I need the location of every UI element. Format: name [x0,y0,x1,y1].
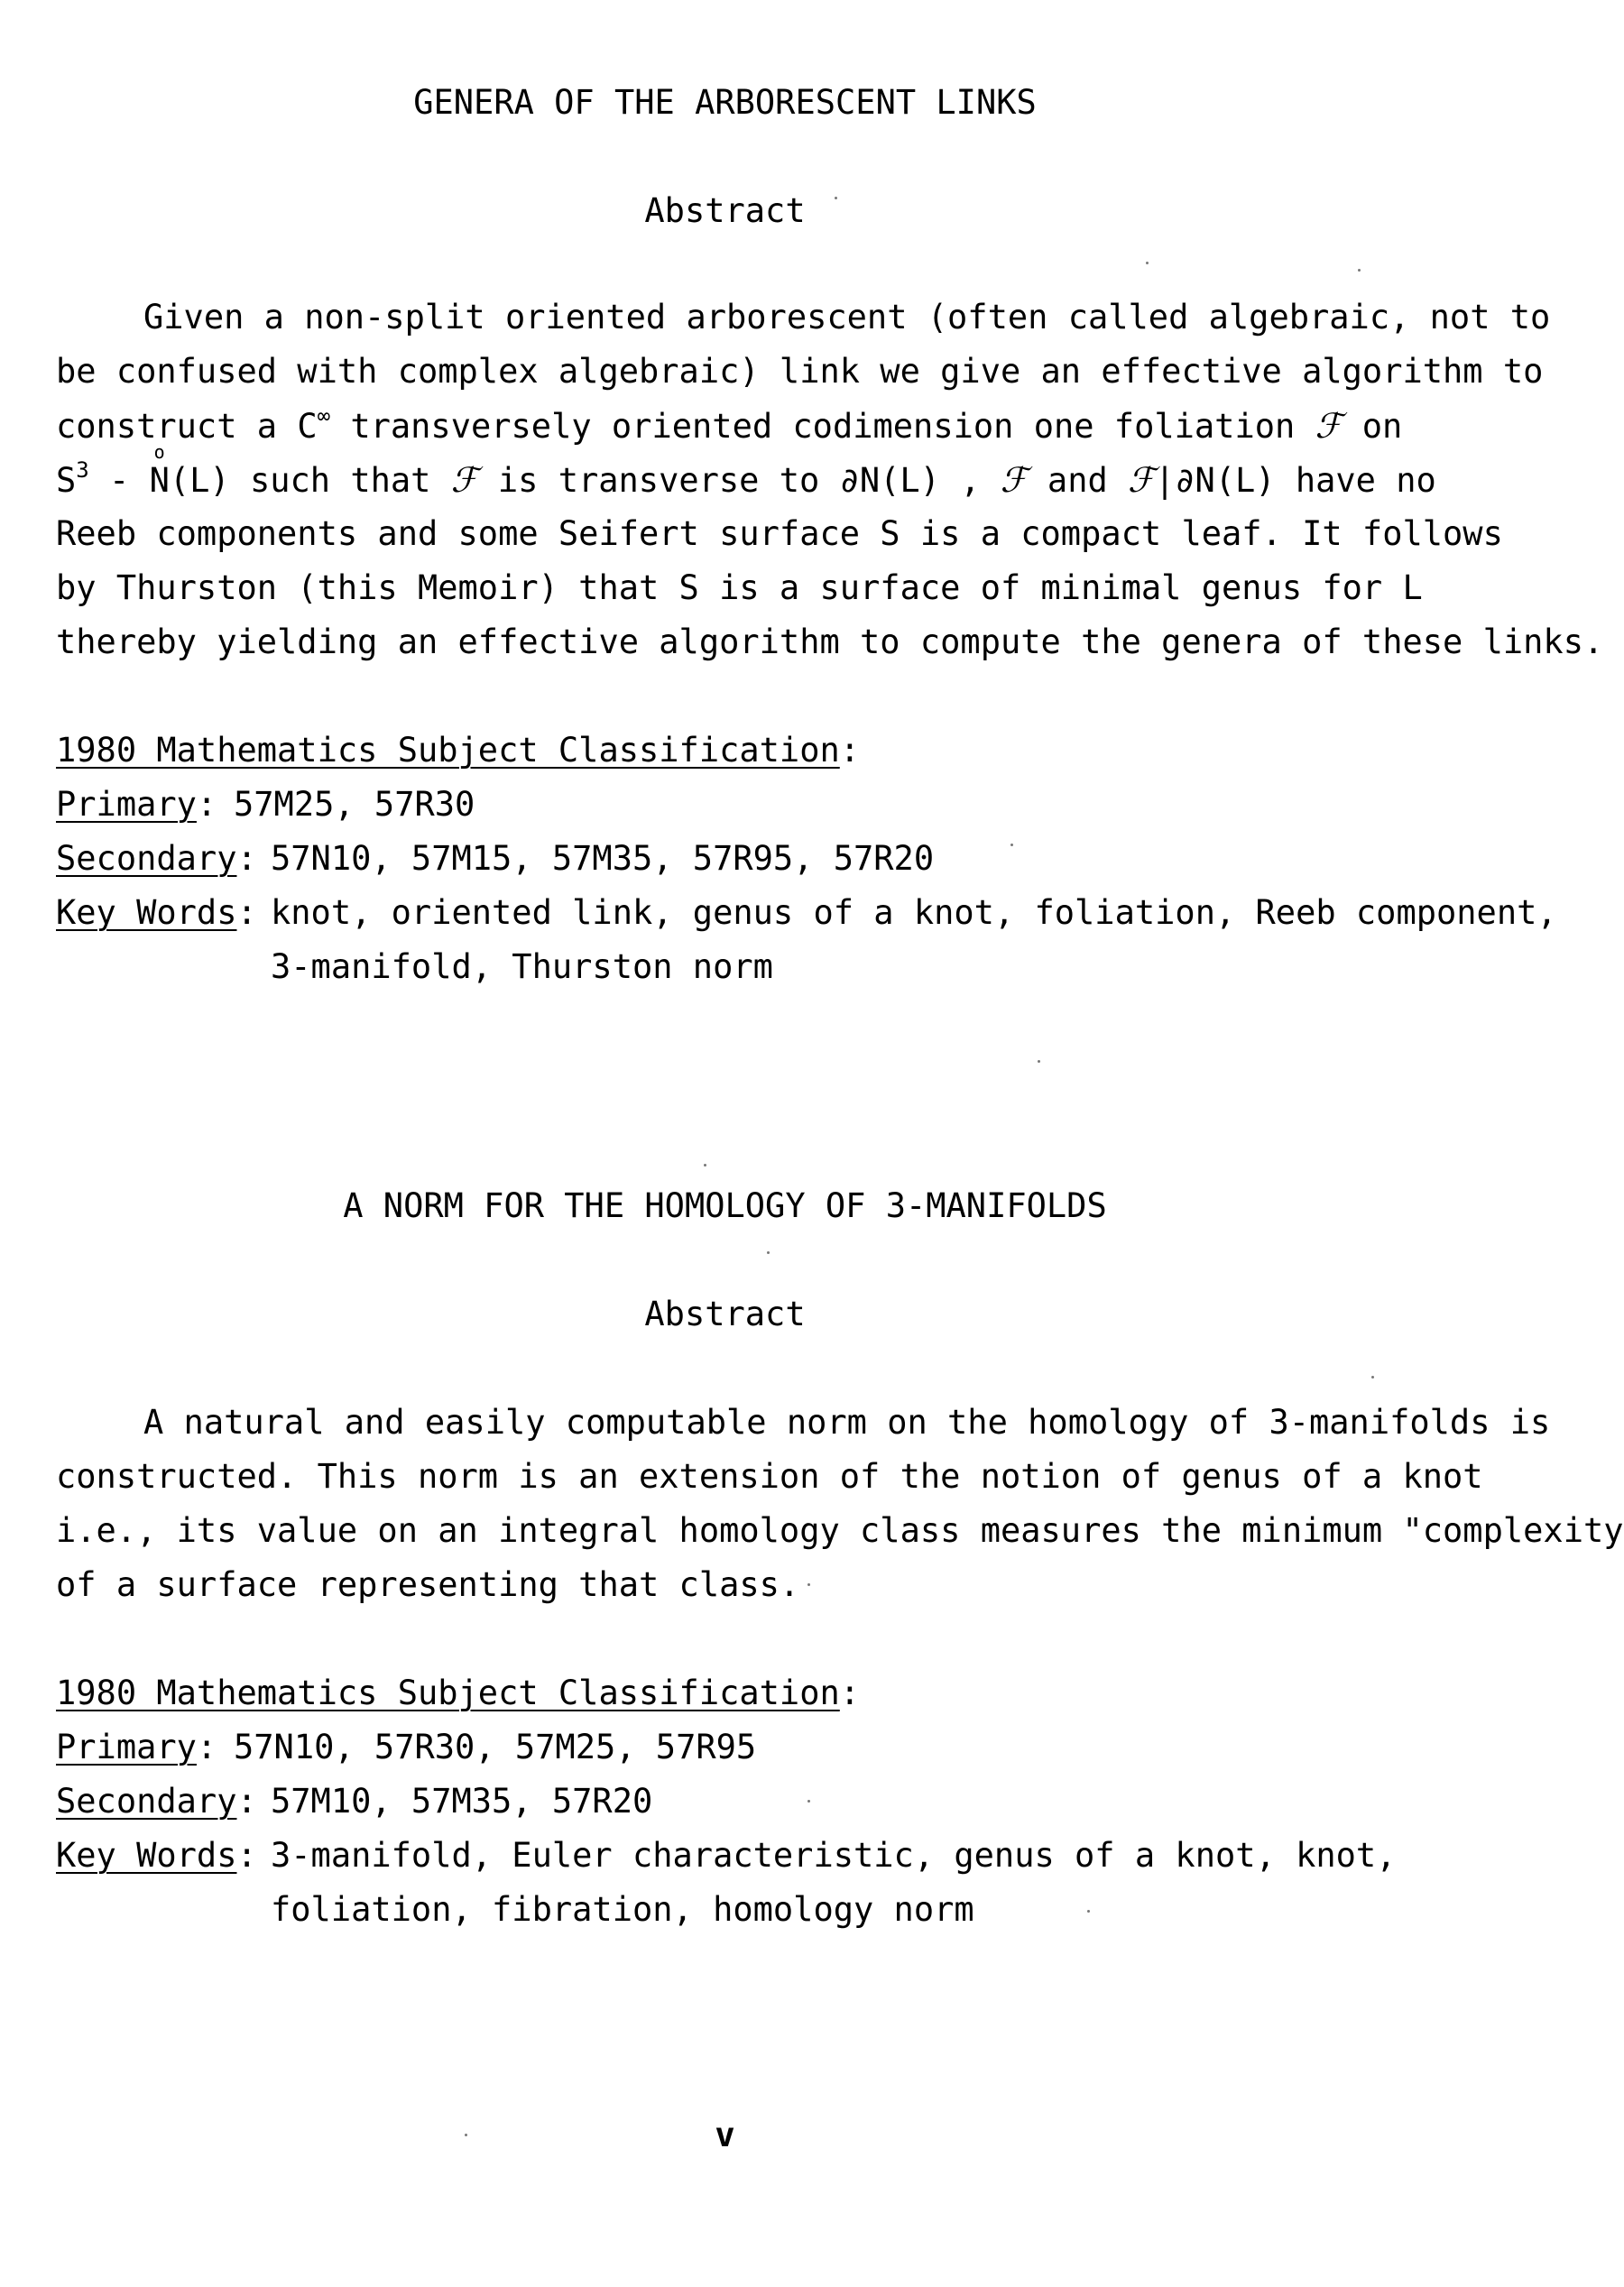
keywords-label: Key Words [56,893,237,932]
abstract-line: Given a non-split oriented arborescent (often called algebraic, not to [143,298,1551,337]
interior-neighborhood-symbol: o N [150,461,170,500]
primary-row [56,1728,757,1766]
section2-abstract-heading: Abstract [644,1295,806,1333]
colon: : [839,1674,861,1712]
primary-label: Primary [56,1728,197,1766]
abstract-line: thereby yielding an effective algorithm to compute the genera of these links. [56,622,1604,661]
colon: : [236,1782,257,1821]
c-symbol: C [297,407,318,446]
abstract-line [56,403,1403,446]
scan-speck [767,1251,770,1254]
foliation-symbol: ℱ [1315,406,1343,446]
abstract-line: by Thurston (this Memoir) that S is a surface of minimal genus for L [56,568,1423,607]
foliation-symbol: ℱ [450,460,478,500]
scan-speck [1358,269,1361,272]
keywords-value: 3-manifold, Euler characteristic, genus of a knot, knot, [271,1836,1397,1875]
keywords-continuation: foliation, fibration, homology norm [271,1890,974,1929]
secondary-label: Secondary [56,839,237,878]
colon: : [236,893,257,932]
primary-label: Primary [56,785,197,824]
classification-heading [56,731,860,770]
keywords-row [56,893,1557,932]
colon: : [236,839,257,878]
colon: : [236,1836,257,1875]
text-run: |∂N(L) have no [1154,461,1436,500]
primary-value: 57M25, 57R30 [234,785,475,824]
dimension-superscript: 3 [76,457,89,483]
colon: : [839,731,861,770]
scan-speck [1010,844,1013,846]
classification-heading-text: 1980 Mathematics Subject Classification [56,1674,840,1712]
scan-speck [1038,1060,1040,1063]
text-run: is transverse to ∂N(L) , [477,461,1001,500]
keywords-continuation: 3-manifold, Thurston norm [271,947,773,986]
abstract-line: A natural and easily computable norm on the homology of 3-manifolds is [143,1403,1551,1442]
foliation-symbol: ℱ [1000,460,1028,500]
text-run: (L) such that [169,461,451,500]
text-run: on [1342,407,1403,446]
primary-row [56,785,475,824]
page-number: v [715,2116,735,2154]
colon: : [196,1728,217,1766]
abstract-line [56,457,1436,500]
classification-heading-text: 1980 Mathematics Subject Classification [56,731,840,770]
text-run: construct a [56,407,298,446]
scan-speck [807,1800,810,1803]
colon: : [196,785,217,824]
scan-speck [1146,262,1149,264]
scan-speck [807,1583,810,1586]
text-run: transversely oriented codimension one foliation [330,407,1315,446]
text-run: - [88,461,150,500]
scan-speck [465,2134,467,2136]
secondary-row [56,1782,653,1821]
section1-abstract-heading: Abstract [644,191,806,230]
scan-speck [1087,1910,1090,1913]
sphere-symbol: S [56,461,77,500]
secondary-value: 57M10, 57M35, 57R20 [271,1782,653,1821]
secondary-value: 57N10, 57M15, 57M35, 57R95, 57R20 [271,839,935,878]
secondary-row [56,839,935,878]
keywords-row [56,1836,1397,1875]
scan-speck [835,197,837,199]
text-run: and [1027,461,1129,500]
abstract-line: constructed. This norm is an extension of the notion of genus of a knot [56,1457,1483,1496]
primary-value: 57N10, 57R30, 57M25, 57R95 [234,1728,757,1766]
abstract-line: of a surface representing that class. [56,1565,800,1604]
section1-title: GENERA OF THE ARBORESCENT LINKS [413,83,1037,122]
scan-speck [704,1164,706,1167]
abstract-line: i.e., its value on an integral homology class measures the minimum "complexity [56,1511,1624,1550]
keywords-value: knot, oriented link, genus of a knot, foliation, Reeb component, [271,893,1557,932]
section2-title: A NORM FOR THE HOMOLOGY OF 3-MANIFOLDS [343,1186,1107,1225]
infinity-superscript: ∞ [317,403,331,429]
classification-heading [56,1674,860,1712]
keywords-label: Key Words [56,1836,237,1875]
abstract-line: be confused with complex algebraic) link we give an effective algorithm to [56,352,1544,391]
secondary-label: Secondary [56,1782,237,1821]
scan-speck [1371,1376,1374,1379]
abstract-line: Reeb components and some Seifert surface S is a compact leaf. It follows [56,514,1503,553]
foliation-symbol: ℱ [1128,460,1155,500]
